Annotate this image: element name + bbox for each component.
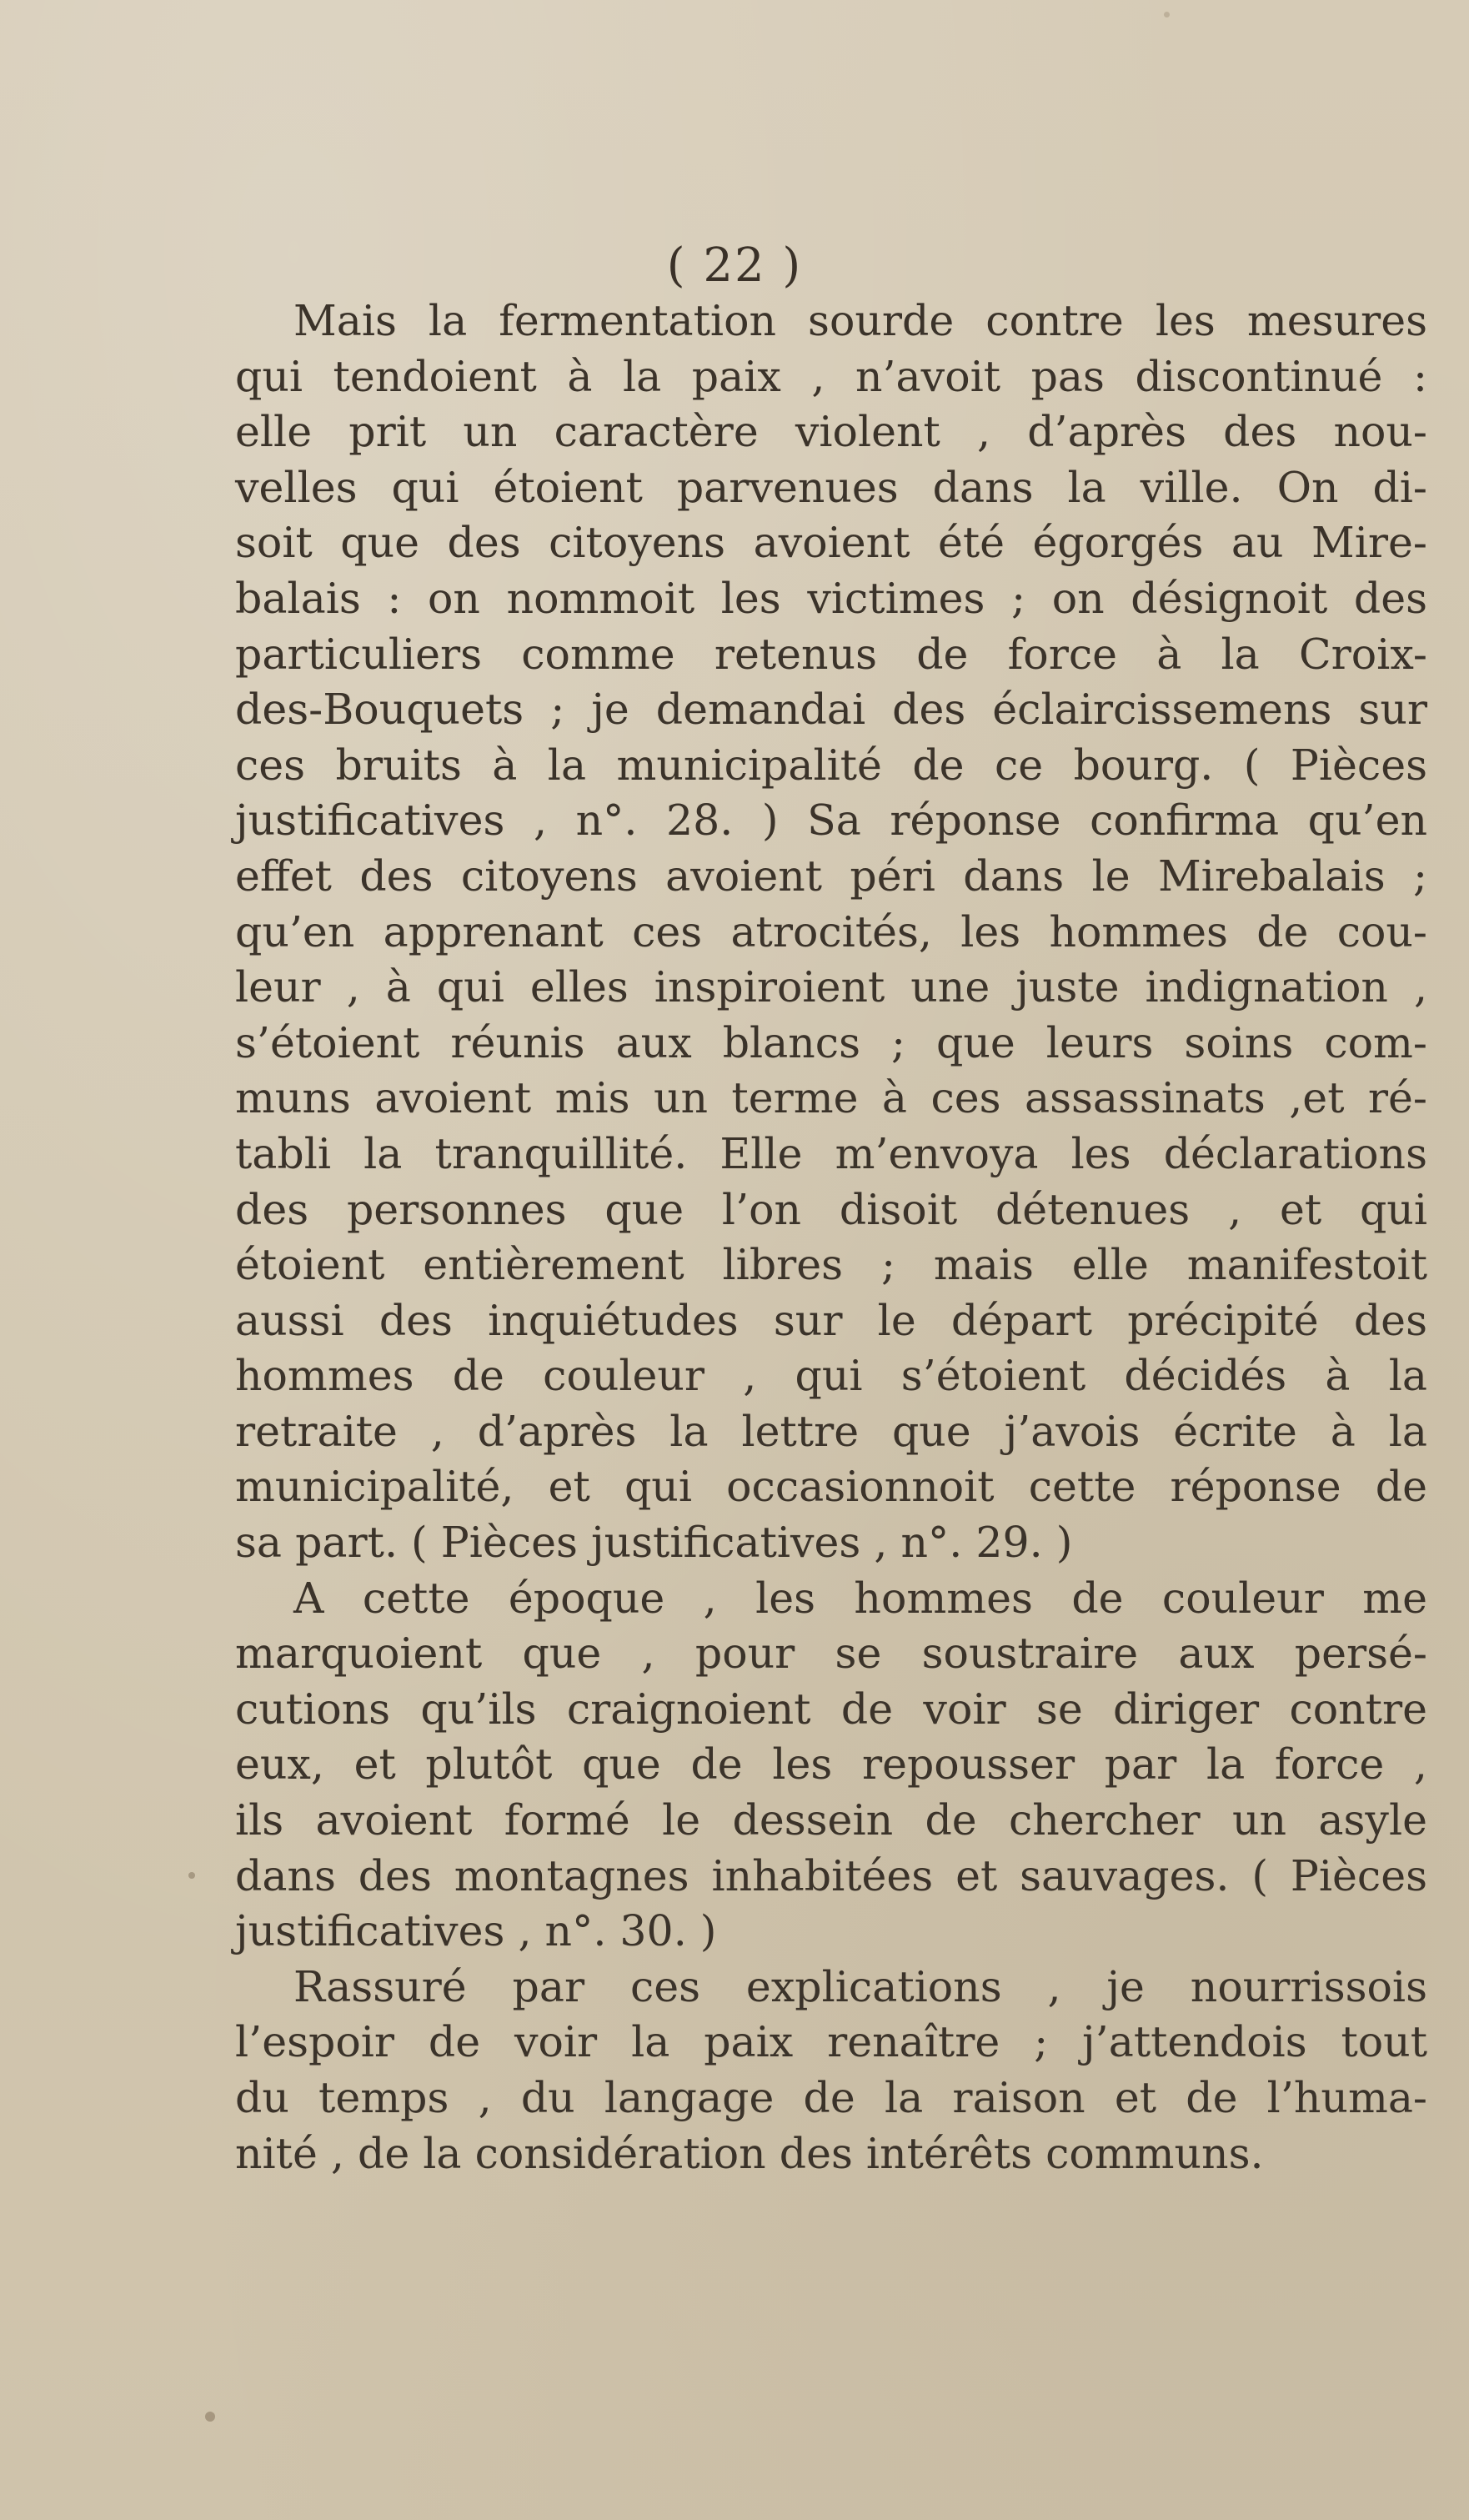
- text-line: Rassuré par ces explications , je nourrissois: [293, 1961, 1427, 2011]
- text-line: étoient entièrement libres ; mais elle manifestoit: [235, 1240, 1427, 1290]
- text-line: cutions qu’ils craignoient de voir se diriger contre: [235, 1684, 1427, 1734]
- text-line: aussi des inquiétudes sur le départ précipité des: [235, 1295, 1427, 1345]
- text-line: retraite , d’après la lettre que j’avois écrite à la: [235, 1406, 1427, 1456]
- text-line: dans des montagnes inhabitées et sauvages. ( Pièces: [235, 1850, 1427, 1900]
- text-line: ces bruits à la municipalité de ce bourg. ( Pièces: [235, 740, 1427, 790]
- text-line: s’étoient réunis aux blancs ; que leurs soins com-: [235, 1017, 1427, 1067]
- text-line: du temps , du langage de la raison et de l’huma-: [235, 2073, 1427, 2122]
- text-line: qui tendoient à la paix , n’avoit pas discontinué :: [235, 351, 1427, 401]
- text-line: velles qui étoient parvenues dans la ville. On di-: [235, 462, 1427, 512]
- text-line: qu’en apprenant ces atrocités, les hommes de cou-: [235, 906, 1427, 956]
- text-line: des personnes que l’on disoit détenues , et qui: [235, 1184, 1427, 1234]
- text-line: sa part. ( Pièces justificatives , n°. 29. ): [235, 1518, 1073, 1568]
- body-text: [235, 294, 1427, 2181]
- text-line: effet des citoyens avoient péri dans le Mirebalais ;: [235, 851, 1427, 901]
- page-number: ( 22 ): [666, 238, 803, 293]
- paper-stain: [188, 1872, 195, 1879]
- text-line: justificatives , n°. 28. ) Sa réponse confirma qu’en: [235, 796, 1427, 846]
- text-line: eux, et plutôt que de les repousser par la force ,: [235, 1739, 1427, 1790]
- text-line: Mais la fermentation sourde contre les mesures: [293, 296, 1427, 345]
- text-line: marquoient que , pour se soustraire aux persé-: [235, 1629, 1427, 1679]
- text-line: ils avoient formé le dessein de chercher un asyle: [235, 1795, 1427, 1845]
- text-line: muns avoient mis un terme à ces assassinats ,et ré-: [235, 1073, 1427, 1123]
- text-line: tabli la tranquillité. Elle m’envoya les déclarations: [235, 1128, 1427, 1178]
- text-line: l’espoir de voir la paix renaître ; j’attendois tout: [235, 2017, 1427, 2067]
- text-line: soit que des citoyens avoient été égorgés au Mire-: [235, 518, 1427, 568]
- text-line: A cette époque , les hommes de couleur me: [293, 1573, 1427, 1623]
- text-line: leur , à qui elles inspiroient une juste indignation ,: [235, 962, 1427, 1012]
- text-line: nité , de la considération des intérêts communs.: [235, 2128, 1264, 2178]
- text-line: justificatives , n°. 30. ): [235, 1906, 717, 1956]
- text-line: des-Bouquets ; je demandai des éclaircissemens sur: [235, 685, 1427, 735]
- text-line: elle prit un caractère violent , d’après des nou-: [235, 407, 1427, 457]
- text-line: particuliers comme retenus de force à la Croix-: [235, 629, 1427, 679]
- text-line: balais : on nommoit les victimes ; on désignoit des: [235, 573, 1427, 623]
- text-line: hommes de couleur , qui s’étoient décidés à la: [235, 1351, 1427, 1401]
- paper-stain: [1164, 12, 1170, 18]
- paper-stain: [205, 2412, 215, 2422]
- text-line: municipalité, et qui occasionnoit cette réponse de: [235, 1462, 1427, 1512]
